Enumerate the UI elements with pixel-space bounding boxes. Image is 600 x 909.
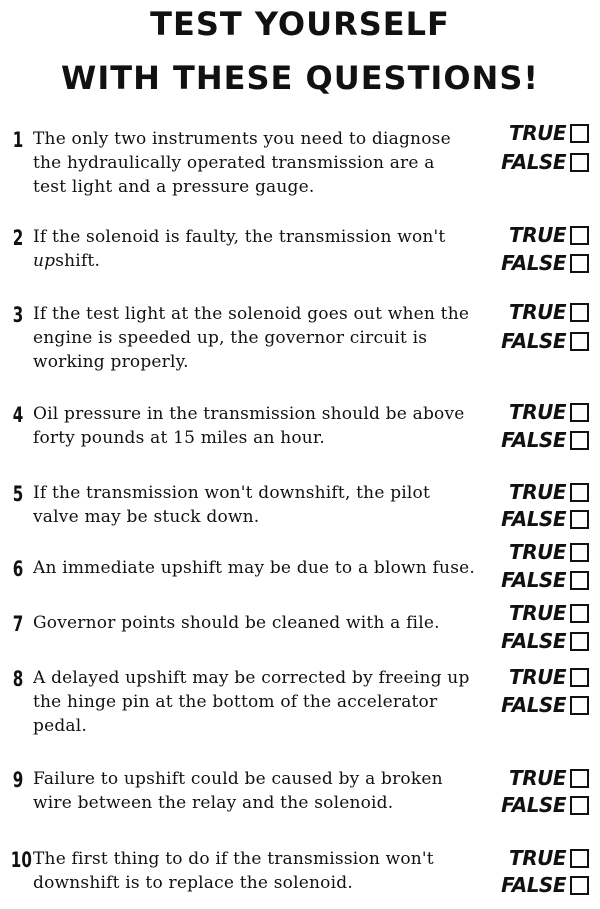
question-text [33, 127, 485, 199]
question-text [33, 767, 485, 815]
true-checkbox[interactable] [570, 769, 589, 788]
title-line-2: WITH THESE QUESTIONS! [61, 59, 539, 97]
question-text-line: wire between the relay and the solenoid. [33, 793, 394, 813]
false-option[interactable] [500, 251, 592, 275]
true-option[interactable] [500, 540, 592, 564]
true-option[interactable] [500, 766, 592, 790]
false-checkbox[interactable] [570, 510, 589, 529]
question-text [33, 402, 485, 450]
true-label: TRUE [509, 121, 566, 145]
question-text-line: upshift. [33, 251, 101, 271]
false-checkbox[interactable] [570, 153, 589, 172]
true-option[interactable] [500, 400, 592, 424]
question-text [33, 481, 485, 529]
false-checkbox[interactable] [570, 332, 589, 351]
true-checkbox[interactable] [570, 668, 589, 687]
question-text-line: If the test light at the solenoid goes out when the [33, 304, 470, 324]
true-option[interactable] [500, 121, 592, 145]
question-text-line: An immediate upshift may be due to a blown fuse. [33, 558, 475, 578]
false-label: FALSE [501, 507, 566, 531]
true-option[interactable] [500, 223, 592, 247]
false-label: FALSE [501, 693, 566, 717]
false-label: FALSE [501, 873, 566, 897]
true-label: TRUE [509, 601, 566, 625]
question-number: 3 [12, 303, 24, 327]
true-label: TRUE [509, 846, 566, 870]
true-label: TRUE [509, 480, 566, 504]
false-option[interactable] [500, 428, 592, 452]
question-number: 7 [12, 612, 24, 636]
true-checkbox[interactable] [570, 124, 589, 143]
question-number: 8 [12, 667, 24, 691]
question-text-line: working properly. [33, 352, 189, 372]
question-text-line: If the transmission won't downshift, the pilot [33, 483, 431, 503]
false-option[interactable] [500, 150, 592, 174]
false-option[interactable] [500, 629, 592, 653]
true-label: TRUE [509, 300, 566, 324]
false-checkbox[interactable] [570, 431, 589, 450]
true-label: TRUE [509, 766, 566, 790]
true-checkbox[interactable] [570, 849, 589, 868]
true-option[interactable] [500, 300, 592, 324]
question-text [33, 225, 485, 273]
true-option[interactable] [500, 601, 592, 625]
true-label: TRUE [509, 540, 566, 564]
question-number: 4 [12, 403, 24, 427]
false-checkbox[interactable] [570, 696, 589, 715]
question-text-line: the hinge pin at the bottom of the accelerator [33, 692, 438, 712]
true-label: TRUE [509, 400, 566, 424]
question-number: 10 [10, 848, 32, 872]
question-text-line: The only two instruments you need to diagnose [33, 129, 451, 149]
false-checkbox[interactable] [570, 571, 589, 590]
question-text [33, 847, 485, 895]
question-text-line: pedal. [33, 716, 88, 736]
false-option[interactable] [500, 873, 592, 897]
false-checkbox[interactable] [570, 876, 589, 895]
false-label: FALSE [501, 428, 566, 452]
true-checkbox[interactable] [570, 604, 589, 623]
question-text-line: If the solenoid is faulty, the transmission won't [33, 227, 446, 247]
question-text-line: Governor points should be cleaned with a file. [33, 613, 440, 633]
question-number: 5 [12, 482, 24, 506]
false-label: FALSE [501, 568, 566, 592]
true-option[interactable] [500, 846, 592, 870]
question-text [33, 302, 485, 374]
true-checkbox[interactable] [570, 483, 589, 502]
true-option[interactable] [500, 665, 592, 689]
question-text [33, 666, 485, 738]
title-line-1: TEST YOURSELF [150, 5, 450, 43]
question-number: 2 [12, 226, 24, 250]
true-checkbox[interactable] [570, 403, 589, 422]
false-option[interactable] [500, 793, 592, 817]
question-text-line: Oil pressure in the transmission should be above [33, 404, 465, 424]
question-text-line: valve may be stuck down. [33, 507, 260, 527]
question-text [33, 611, 485, 635]
question-text-line: test light and a pressure gauge. [33, 177, 315, 197]
question-number: 9 [12, 768, 24, 792]
false-label: FALSE [501, 150, 566, 174]
question-text-line: downshift is to replace the solenoid. [33, 873, 353, 893]
false-option[interactable] [500, 693, 592, 717]
false-checkbox[interactable] [570, 632, 589, 651]
question-number: 6 [12, 557, 24, 581]
true-label: TRUE [509, 665, 566, 689]
question-text [33, 556, 485, 580]
false-checkbox[interactable] [570, 254, 589, 273]
true-checkbox[interactable] [570, 226, 589, 245]
emphasis-up: up [33, 251, 56, 271]
false-option[interactable] [500, 329, 592, 353]
true-option[interactable] [500, 480, 592, 504]
false-option[interactable] [500, 568, 592, 592]
question-text-line: A delayed upshift may be corrected by freeing up [33, 668, 470, 688]
false-label: FALSE [501, 329, 566, 353]
false-label: FALSE [501, 251, 566, 275]
false-label: FALSE [501, 793, 566, 817]
false-checkbox[interactable] [570, 796, 589, 815]
false-option[interactable] [500, 507, 592, 531]
false-label: FALSE [501, 629, 566, 653]
question-text-line: The first thing to do if the transmission won't [33, 849, 434, 869]
true-checkbox[interactable] [570, 543, 589, 562]
true-label: TRUE [509, 223, 566, 247]
question-text-line: forty pounds at 15 miles an hour. [33, 428, 325, 448]
true-checkbox[interactable] [570, 303, 589, 322]
question-number: 1 [12, 128, 24, 152]
question-text-line: Failure to upshift could be caused by a broken [33, 769, 443, 789]
question-text-line: engine is speeded up, the governor circuit is [33, 328, 428, 348]
question-text-line: the hydraulically operated transmission are a [33, 153, 435, 173]
